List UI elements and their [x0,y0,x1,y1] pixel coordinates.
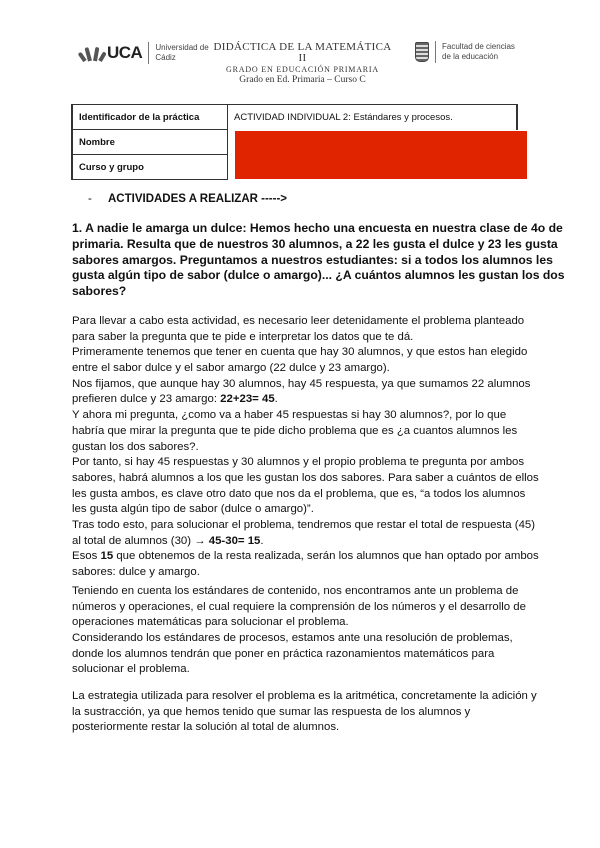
text-line [72,631,542,647]
crest-icon [415,42,429,62]
text-line [72,502,542,518]
bullet: - [88,193,92,205]
text-segment: la sustracción, ya que hemos tenido que sumar las respuesta de los alumnos y [72,705,471,718]
university-name-2: Cádiz [155,53,176,62]
text-segment: prefieren dulce y 23 amargo: [72,393,221,406]
text-segment: Para llevar a cabo esta actividad, es necesario leer detenidamente el problema planteado [72,315,525,327]
text-line [72,600,542,616]
text-segment: les gusta algún tipo de sabor (dulce o amargo)”. [72,503,314,516]
degree-title: GRADO EN EDUCACIÓN PRIMARIA [226,65,379,74]
uca-logo [82,42,209,64]
text-line [72,487,542,503]
text-line [72,720,542,736]
text-segment: gustan los dos sabores?. [72,440,199,453]
bold-text: 22+23= 45 [220,393,275,406]
text-line [72,705,542,721]
text-segment: operaciones matemáticas para solucionar el problema. [72,616,349,629]
text-line [72,584,542,600]
answer-paragraph [72,314,542,581]
uca-wordmark: UCA [107,43,143,62]
activities-heading-text: ACTIVIDADES A REALIZAR -----> [108,193,287,205]
text-line [72,221,563,237]
text-segment: les gusta ambos, es clave otro dato que nos da el problema, que es, “a todos los alumnos [72,487,526,500]
text-segment: sabores, habrá alumnos a los que les gustan los dos sabores. Para saber a cuántos de ellos [72,471,539,484]
text-line [72,565,542,581]
text-segment: Esos [72,550,101,563]
standards-paragraph [72,584,542,678]
text-segment: que obtenemos de la resta realizada, serán los alumnos que han optado por ambos [113,550,539,563]
text-line [72,518,542,534]
text-segment: para saber la pregunta que te pide e interpretar los datos que te dá. [72,330,414,343]
text-line [72,689,542,705]
row-value: ACTIVIDAD INDIVIDUAL 2: Estándares y procesos. [228,105,518,130]
faculty-logo [415,41,515,63]
text-line [72,647,542,663]
text-segment: Y ahora mi pregunta, ¿como va a haber 45 respuestas si hay 30 alumnos?, por lo que [72,409,507,422]
text-segment: entre el sabor dulce y el sabor amargo (22 dulce y 23 amargo). [72,362,390,375]
text-segment: La estrategia utilizada para resolver el problema es la aritmética, concretamente la adición y [72,690,537,702]
text-line [72,330,542,346]
group-title: Grado en Ed. Primaria – Curso C [239,75,366,85]
text-line [72,455,542,471]
text-segment: Teniendo en cuenta los estándares de contenido, nos encontramos ante un problema de [72,585,519,597]
text-line [72,252,553,269]
faculty-name-2: de la educación [442,52,499,61]
text-segment: sabores amargos. Preguntamos a nuestros estudiantes: si a todos los alumnos les [72,252,553,267]
strategy-paragraph [72,689,542,736]
row-label: Identificador de la práctica [72,105,228,130]
question-paragraph [72,221,565,300]
text-segment: . [274,393,278,406]
text-line [72,314,542,330]
text-segment: Nos fijamos, que aunque hay 30 alumnos, hay 45 respuesta, ya que sumamos 22 alumnos [72,377,531,390]
text-segment: donde los alumnos tendrán que poner en práctica razonamientos matemáticos para [72,647,495,660]
bold-text: 15 [100,550,114,563]
text-line [72,345,542,361]
text-segment: números y operaciones, el cual requiere la comprensión de los números y el desarrollo de [72,600,526,613]
text-segment: . [260,534,264,547]
text-line [72,377,542,393]
row-label: Nombre [72,130,228,155]
text-segment: Considerando los estándares de procesos, estamos ante una resolución de problemas, [72,632,513,645]
text-segment: posteriormente restar la solución al total de alumnos. [72,721,340,734]
text-segment: Primeramente tenemos que tener en cuenta que hay 30 alumnos, y que estos han elegido [72,346,528,359]
text-segment: Por tanto, si hay 45 respuestas y 30 alumnos y el propio problema te pregunta por ambos [72,456,525,469]
text-line [72,392,542,408]
text-segment: sabores: dulce y amargo. [72,566,200,578]
text-segment: al total de alumnos (30) → [72,534,209,547]
text-line [72,284,542,300]
text-segment: Tras todo esto, para solucionar el problema, tendremos que restar el total de respuesta (45) [72,518,536,531]
text-line [72,268,565,284]
text-line [72,615,542,631]
text-segment: 1. A nadie le amarga un dulce: Hemos hecho una encuesta en nuestra clase de 4o de [72,221,563,235]
uca-emblem-icon [82,45,104,61]
text-segment: gusta algún tipo de sabor (dulce o amargo)... ¿A cuántos alumnos les gustan los dos [72,268,565,283]
text-line [72,424,542,440]
text-segment: sabores? [72,284,127,299]
course-title: DIDÁCTICA DE LA MATEMÁTICA II [213,41,392,64]
university-name-1: Universidad de [155,43,209,52]
text-segment: solucionar el problema. [72,663,190,676]
table-row [72,105,517,130]
text-line [72,471,542,487]
bold-text: 45-30= 15 [208,534,261,547]
text-line [72,549,542,565]
text-line [72,236,558,253]
header-title [210,42,395,86]
text-segment: primaria. Resulta que de nuestros 30 alumnos, a 22 les gusta el dulce y 23 les gusta [72,236,558,251]
text-line [72,408,542,424]
text-line [72,440,542,456]
faculty-name-1: Facultad de ciencias [442,42,515,51]
text-line [72,534,542,550]
row-label: Curso y grupo [72,155,228,180]
text-segment: habría que mirar la pregunta que te pide dicho problema que es ¿a cuantos alumnos les [72,424,518,437]
redacted-block [235,131,527,179]
text-line [72,361,542,377]
text-line [72,662,542,678]
